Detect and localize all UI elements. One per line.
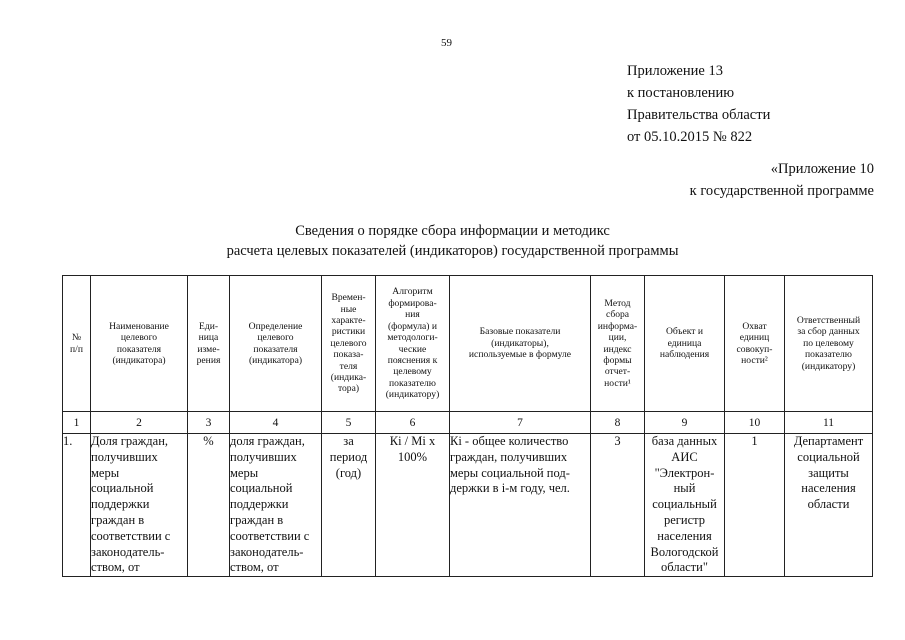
header-line: ческие [398,343,427,355]
cell-line: меры [230,465,259,480]
cell-line: % [203,434,214,448]
column-number-row [63,412,873,434]
cell-line: граждан в [230,512,284,527]
cell-line: 3 [614,434,621,448]
column-number-cell: 3 [188,412,230,434]
header-line: показателя [253,343,298,355]
table-cell-col-5 [322,434,376,577]
cell-line: ством, от [91,560,140,575]
cell-line: соответствии с [91,528,171,543]
header-line: ристики [331,326,366,338]
cell-line: Вологодской [650,544,719,559]
cell-line: поддержки [230,497,289,512]
cell-line: социальной [797,449,860,464]
title-line: расчета целевых показателей (индикаторов) государственной программы [226,243,679,259]
header-line: формирова- [388,297,437,309]
document-title [0,221,905,261]
column-header-3 [188,276,230,412]
column-number-cell: 4 [230,412,322,434]
column-header-1 [63,276,91,412]
header-line: сбора [605,309,630,321]
cell-line: соответствии с [230,528,310,543]
header-line: показателю [805,349,852,361]
header-line: изме- [197,343,220,355]
header-line: индекс [603,343,632,355]
page-number: 59 [441,37,452,49]
column-header-10 [725,276,785,412]
cell-line: Доля граждан, [91,434,169,448]
cell-line: защиты [808,465,849,480]
header-line: Метод [604,297,631,309]
header-line: показателю [389,377,436,389]
cell-line: 1. [63,434,73,448]
header-line: п/п [70,343,83,355]
header-line: пояснения к [387,354,438,366]
table-cell-col-9 [645,434,725,577]
header-line: (индикатора) [112,354,166,366]
cell-line: держки в i-м году, чел. [450,481,570,496]
table-cell-col-11 [785,434,873,577]
table-cell-col-4 [230,434,322,577]
header-line: ции, [608,332,627,344]
table-cell-col-7 [450,434,591,577]
header-line: используемые в формуле [468,349,572,361]
header-line: Объект и [665,326,704,338]
column-header-9 [645,276,725,412]
header-line: (индикатора) [248,354,303,366]
column-header-6 [376,276,450,412]
header-line: ности¹ [604,377,631,389]
appendix-header-line: от 05.10.2015 № 822 [627,129,753,145]
table-cell-col-10 [725,434,785,577]
header-line: ности² [741,354,768,366]
header-line: ния [405,309,420,321]
cell-line: за [343,434,354,448]
header-line: целевому [393,366,432,378]
header-line: отчет- [604,366,631,378]
table-cell-col-2 [91,434,188,577]
cell-line: получивших [230,449,297,464]
title-line: Сведения о порядке сбора информации и методикс [295,223,610,239]
header-line: (формула) и [387,320,438,332]
header-line: (индикатору) [385,389,440,401]
cell-line: поддержки [91,497,150,512]
header-line: целевого [330,337,367,349]
previous-appendix-line: «Приложение 10 [770,161,874,177]
header-line: Еди- [198,320,219,332]
header-line: показателя [116,343,162,355]
indicators-table [62,275,873,577]
cell-line: области" [661,560,708,575]
cell-line: 100% [397,449,428,464]
header-line: характе- [331,314,366,326]
cell-line: социальный [652,497,717,512]
cell-line: период [329,449,368,464]
cell-line: Департамент [793,434,864,448]
header-line: тора) [337,383,360,395]
header-line: № [71,332,82,344]
header-line: за сбор данных [797,326,860,338]
cell-line: области [807,497,850,512]
table-row [63,434,873,577]
header-line: Охват [742,320,767,332]
header-line: целевого [257,332,294,344]
cell-line: граждан в [91,512,145,527]
column-number-cell: 10 [725,412,785,434]
cell-line: (год) [335,465,362,480]
table-cell-col-3 [188,434,230,577]
previous-appendix-reference [690,158,874,202]
header-line: (индика- [330,372,367,384]
header-line: (индикаторы), [491,337,549,349]
column-header-8 [591,276,645,412]
column-number-cell: 11 [785,412,873,434]
cell-line: регистр [663,512,706,527]
cell-line: получивших [91,449,158,464]
cell-line: база данных [651,434,718,448]
header-line: единица [667,337,702,349]
cell-line: ством, от [230,560,279,575]
column-number-cell: 8 [591,412,645,434]
table-cell-col-1 [63,434,91,577]
header-line: рения [196,354,221,366]
header-line: ница [198,332,219,344]
column-number-cell: 7 [450,412,591,434]
column-header-5 [322,276,376,412]
header-line: Ответственный [796,314,861,326]
header-line: формы [603,354,632,366]
header-line: целевого [120,332,158,344]
cell-line: населения [657,528,712,543]
cell-line: социальной [230,481,293,496]
cell-line: ный [673,481,696,496]
appendix-header-line: к постановлению [627,85,735,101]
column-number-cell: 5 [322,412,376,434]
header-line: показа- [333,349,364,361]
appendix-header-line: Правительства области [627,107,771,123]
cell-line: законодатель- [91,544,165,559]
header-line: Наименование [109,320,169,332]
cell-line: социальной [91,481,154,496]
cell-line: доля граждан, [230,434,305,448]
table-cell-col-6 [376,434,450,577]
cell-line: 1 [751,434,758,448]
table-cell-col-8 [591,434,645,577]
header-line: по целевому [803,337,854,349]
header-line: ные [340,303,357,315]
column-number-cell: 9 [645,412,725,434]
cell-line: меры [91,465,120,480]
column-header-4 [230,276,322,412]
cell-line: "Электрон- [654,465,715,480]
previous-appendix-line: к государственной программе [689,183,874,199]
cell-line: Кi - общее количество [450,434,569,448]
appendix-header [627,60,770,148]
header-line: наблюдения [659,349,710,361]
cell-line: законодатель- [230,544,304,559]
header-line: единиц [739,332,770,344]
header-line: Определение [248,320,303,332]
column-number-cell: 1 [63,412,91,434]
header-line: методологи- [387,332,438,344]
column-header-11 [785,276,873,412]
cell-line: АИС [671,449,698,464]
cell-line: населения [801,481,856,496]
appendix-header-line: Приложение 13 [627,63,723,79]
column-number-cell: 2 [91,412,188,434]
cell-line: Кi / Mi x [389,434,436,448]
header-line: Алгоритм [392,286,433,298]
header-line: Базовые показатели [479,326,561,338]
header-line: (индикатору) [801,360,856,372]
cell-line: граждан, получивших [450,449,568,464]
column-header-2 [91,276,188,412]
cell-line: меры социальной под- [450,465,570,480]
header-line: Времен- [331,292,366,304]
header-line: информа- [597,320,638,332]
header-line: совокуп- [736,343,773,355]
table-header-row [63,276,873,412]
header-line: теля [339,360,358,372]
column-number-cell: 6 [376,412,450,434]
column-header-7 [450,276,591,412]
